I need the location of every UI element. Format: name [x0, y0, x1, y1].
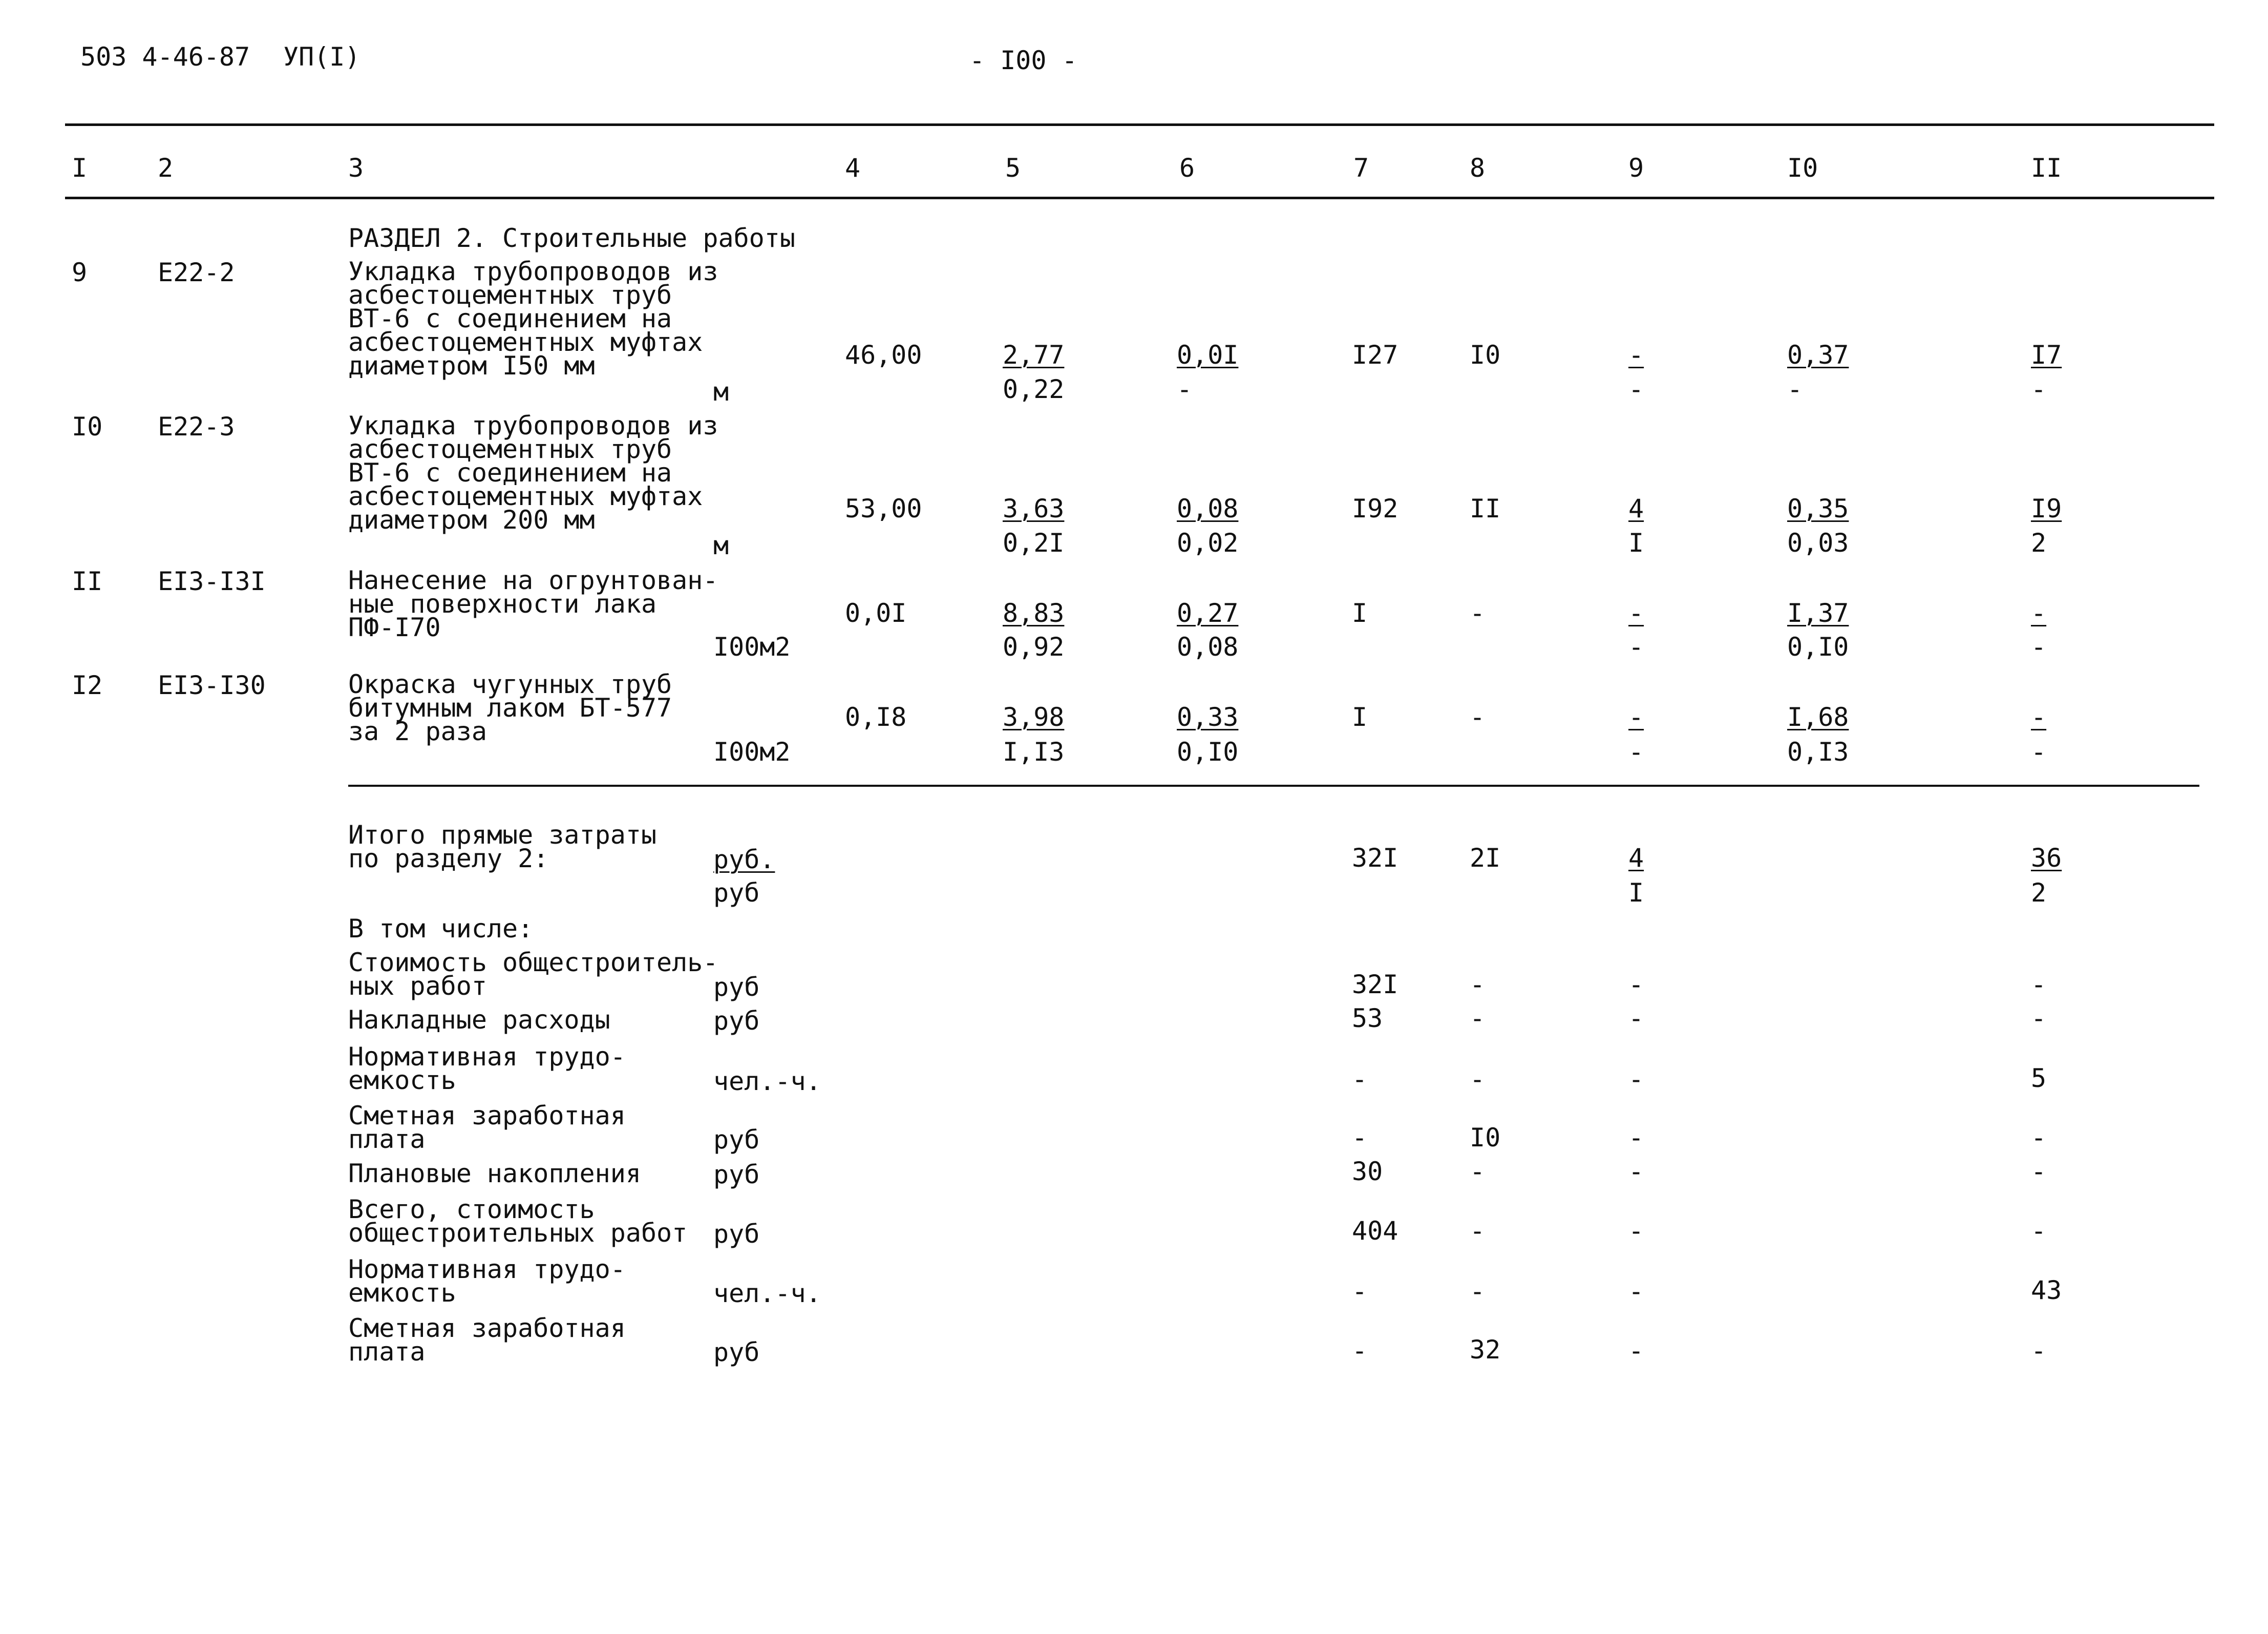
breakdown-cost: - — [1352, 1123, 1368, 1153]
labor-total-machine: 2 — [2031, 528, 2047, 558]
breakdown-wages: I0 — [1470, 1123, 1501, 1153]
machine-cost: 0,33 — [1177, 702, 1239, 732]
total-cost: I92 — [1352, 494, 1398, 523]
labor-unit-machine: 0,03 — [1787, 528, 1849, 558]
breakdown-machine: - — [1628, 1336, 1644, 1366]
breakdown-machine: - — [1628, 1157, 1644, 1186]
breakdown-cost: - — [1352, 1064, 1368, 1094]
breakdown-wages: - — [1470, 1003, 1486, 1033]
unit-cost-wages: 0,22 — [1003, 374, 1065, 404]
totals-wages: 2I — [1470, 843, 1501, 873]
labor-total-machine: - — [2031, 374, 2047, 404]
machine-total: 4 — [1628, 494, 1644, 523]
rate-code: EI3-I30 — [158, 671, 266, 700]
row-number: 9 — [72, 258, 88, 287]
labor-total-machine: - — [2031, 737, 2047, 767]
unit: м — [713, 377, 729, 407]
breakdown-wages: - — [1470, 1276, 1486, 1306]
breakdown-labor: 43 — [2031, 1275, 2062, 1305]
machine-total-wages: - — [1628, 737, 1644, 767]
labor-unit-machine: 0,I3 — [1787, 737, 1849, 767]
work-description: Нанесение на огрунтован- ные поверхности лака ПФ-I70 — [348, 565, 718, 642]
unit-cost-total: 3,63 — [1003, 494, 1065, 523]
breakdown-labor: - — [2031, 1157, 2047, 1186]
machine-cost: 0,27 — [1177, 598, 1239, 628]
column-header: 4 — [845, 153, 861, 183]
quantity: 53,00 — [845, 494, 922, 523]
breakdown-unit: руб — [713, 1219, 760, 1249]
section-title: РАЗДЕЛ 2. Строительные работы — [348, 223, 795, 253]
breakdown-wages: - — [1470, 1216, 1486, 1246]
breakdown-label: Нормативная трудо- емкость — [348, 1254, 626, 1308]
breakdown-unit: чел.-ч. — [713, 1279, 821, 1308]
breakdown-label: Нормативная трудо- емкость — [348, 1042, 626, 1095]
machine-wages: 0,02 — [1177, 528, 1239, 558]
machine-cost: 0,0I — [1177, 340, 1239, 370]
totals-machine-wages: I — [1628, 878, 1644, 908]
rate-code: E22-2 — [158, 258, 235, 287]
breakdown-labor: 5 — [2031, 1063, 2047, 1093]
quantity: 46,00 — [845, 340, 922, 370]
work-description: Окраска чугунных труб битумным лаком БТ-577 за 2 раза — [348, 669, 672, 746]
document-code: 503 4-46-87 — [80, 42, 250, 72]
breakdown-unit: руб — [713, 1006, 760, 1036]
album-code: УП(I) — [283, 42, 361, 72]
breakdown-labor: - — [2031, 1123, 2047, 1153]
totals-labor: 36 — [2031, 843, 2062, 873]
quantity: 0,I8 — [845, 702, 907, 732]
breakdown-labor: - — [2031, 1003, 2047, 1033]
work-description: Укладка трубопроводов из асбестоцементных труб ВТ-6 с соединением на асбестоцементных муфтах диаметром 200 мм — [348, 411, 718, 535]
wages: II — [1470, 494, 1501, 523]
unit: I00м2 — [713, 632, 791, 662]
column-header: 5 — [1005, 153, 1021, 183]
unit-cost-wages: 0,92 — [1003, 632, 1065, 662]
breakdown-cost: 32I — [1352, 970, 1398, 999]
breakdown-label: Сметная заработная плата — [348, 1101, 626, 1154]
breakdown-cost: 404 — [1352, 1216, 1398, 1246]
total-cost: I — [1352, 702, 1368, 732]
labor-unit: 0,35 — [1787, 494, 1849, 523]
column-header: 7 — [1353, 153, 1369, 183]
machine-wages: - — [1177, 374, 1193, 404]
rate-code: E22-3 — [158, 412, 235, 442]
wages: I0 — [1470, 340, 1501, 370]
breakdown-unit: руб — [713, 972, 760, 1002]
breakdown-cost: - — [1352, 1276, 1368, 1306]
totals-labor-machine: 2 — [2031, 878, 2047, 908]
totals-label: Итого прямые затраты по разделу 2: — [348, 820, 657, 873]
labor-unit-machine: - — [1787, 374, 1803, 404]
totals-unit-secondary: руб — [713, 878, 760, 908]
column-header: 6 — [1179, 153, 1195, 183]
totals-cost: 32I — [1352, 843, 1398, 873]
breakdown-label: Накладные расходы — [348, 1005, 610, 1035]
column-header: II — [2031, 153, 2062, 183]
breakdown-label: Сметная заработная плата — [348, 1313, 626, 1367]
machine-total: - — [1628, 702, 1644, 732]
wages: - — [1470, 598, 1486, 628]
column-header: 8 — [1470, 153, 1486, 183]
labor-unit-machine: 0,I0 — [1787, 632, 1849, 662]
breakdown-machine: - — [1628, 1003, 1644, 1033]
column-header: 9 — [1628, 153, 1644, 183]
machine-total-wages: - — [1628, 632, 1644, 662]
breakdown-unit: руб — [713, 1337, 760, 1367]
row-number: II — [72, 567, 103, 596]
totals-machine: 4 — [1628, 843, 1644, 873]
unit: м — [713, 531, 729, 560]
machine-total: - — [1628, 598, 1644, 628]
breakdown-wages: 32 — [1470, 1335, 1501, 1365]
wages: - — [1470, 702, 1486, 732]
breakdown-cost: - — [1352, 1336, 1368, 1366]
total-cost: I — [1352, 598, 1368, 628]
total-cost: I27 — [1352, 340, 1398, 370]
machine-cost: 0,08 — [1177, 494, 1239, 523]
breakdown-label: Плановые накопления — [348, 1159, 641, 1188]
unit-cost-wages: I,I3 — [1003, 737, 1065, 767]
machine-wages: 0,I0 — [1177, 737, 1239, 767]
breakdown-wages: - — [1470, 1157, 1486, 1186]
unit: I00м2 — [713, 737, 791, 767]
breakdown-unit: чел.-ч. — [713, 1066, 821, 1096]
breakdown-labor: - — [2031, 1216, 2047, 1246]
table-header-rule — [65, 197, 2214, 199]
unit-cost-total: 8,83 — [1003, 598, 1065, 628]
labor-total-machine: - — [2031, 632, 2047, 662]
machine-wages: 0,08 — [1177, 632, 1239, 662]
labor-total: I9 — [2031, 494, 2062, 523]
breakdown-machine: - — [1628, 1064, 1644, 1094]
column-header: 3 — [348, 153, 364, 183]
breakdown-machine: - — [1628, 1216, 1644, 1246]
unit-cost-total: 2,77 — [1003, 340, 1065, 370]
breakdown-wages: - — [1470, 970, 1486, 999]
breakdown-unit: руб — [713, 1125, 760, 1155]
labor-unit: I,37 — [1787, 598, 1849, 628]
breakdown-label: Всего, стоимость общестроительных работ — [348, 1195, 688, 1248]
page-number: - I00 - — [969, 46, 1077, 75]
machine-total-wages: - — [1628, 374, 1644, 404]
breakdown-cost: 30 — [1352, 1157, 1383, 1186]
machine-total: - — [1628, 340, 1644, 370]
breakdown-machine: - — [1628, 1123, 1644, 1153]
unit-cost-wages: 0,2I — [1003, 528, 1065, 558]
machine-total-wages: I — [1628, 528, 1644, 558]
breakdown-unit: руб — [713, 1160, 760, 1189]
breakdown-label: Стоимость общестроитель- ных работ — [348, 948, 718, 1001]
including-label: В том числе: — [348, 914, 534, 944]
breakdown-machine: - — [1628, 970, 1644, 999]
row-number: I0 — [72, 412, 103, 442]
breakdown-wages: - — [1470, 1064, 1486, 1094]
labor-total: - — [2031, 598, 2047, 628]
labor-total: I7 — [2031, 340, 2062, 370]
unit-cost-total: 3,98 — [1003, 702, 1065, 732]
work-description: Укладка трубопроводов из асбестоцементных труб ВТ-6 с соединением на асбестоцементных муфтах диаметром I50 мм — [348, 257, 718, 381]
column-header: I — [72, 153, 88, 183]
row-number: I2 — [72, 671, 103, 700]
totals-rule — [348, 785, 2199, 787]
table-top-rule — [65, 123, 2214, 126]
breakdown-labor: - — [2031, 1336, 2047, 1366]
breakdown-machine: - — [1628, 1276, 1644, 1306]
quantity: 0,0I — [845, 598, 907, 628]
column-header: 2 — [158, 153, 174, 183]
rate-code: EI3-I3I — [158, 567, 266, 596]
breakdown-labor: - — [2031, 970, 2047, 999]
labor-total: - — [2031, 702, 2047, 732]
breakdown-cost: 53 — [1352, 1003, 1383, 1033]
labor-unit: I,68 — [1787, 702, 1849, 732]
totals-unit: руб. — [713, 845, 775, 874]
labor-unit: 0,37 — [1787, 340, 1849, 370]
column-header: I0 — [1787, 153, 1818, 183]
